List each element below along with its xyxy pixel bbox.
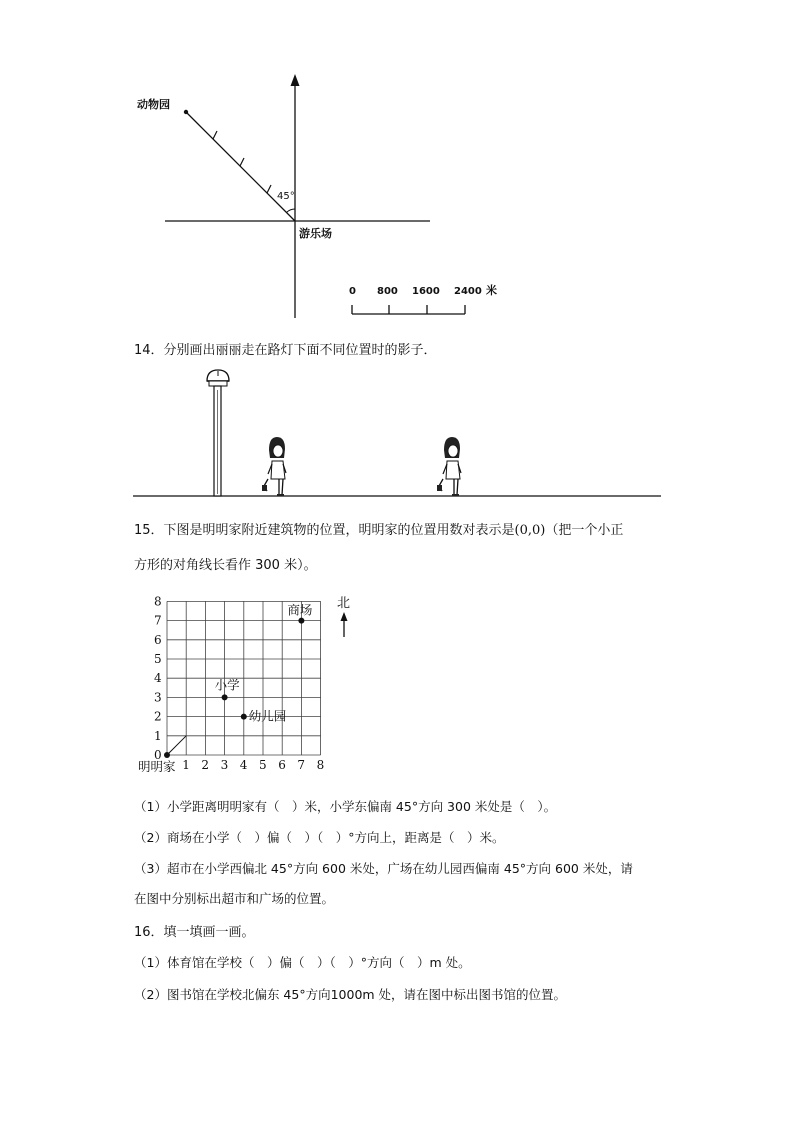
scale-tick-label: 2400 [454,286,482,297]
angle-arc [287,209,296,213]
scale-tick-label: 0 [349,286,356,297]
question-16-sub1: （1）体育馆在学校（ ）偏（ ）（ ）°方向（ ）m 处。 [134,955,471,970]
ray-tick [213,131,217,139]
location-label: 明明家 [138,759,176,774]
ray-tick [240,158,244,166]
question-15-line1: 15．下图是明明家附近建筑物的位置，明明家的位置用数对表示是(0,0)（把一个小正 [134,523,624,538]
zoo-point [184,110,188,114]
x-tick-label: 5 [259,758,267,772]
scale-bar [349,283,497,314]
street-lamp-icon [207,370,229,496]
scale-unit: 米 [486,284,497,297]
question-15-line2: 方形的对角线长看作 300 米）。 [134,558,317,573]
x-tick-label: 7 [297,758,306,772]
y-tick-label: 2 [154,709,162,724]
y-tick-label: 8 [154,594,162,609]
north-arrow-icon [341,612,348,621]
location-point [298,618,304,624]
y-tick-label: 0 [154,748,162,762]
girl-figure-icon [437,437,461,496]
north-arrow-icon [291,74,300,86]
scale-tick-label: 800 [377,286,398,297]
angle-label: 45° [277,191,295,202]
scale-tick-label: 1600 [412,286,440,297]
x-tick-label: 3 [220,758,229,772]
y-tick-label: 1 [154,728,162,743]
question-15-sub2: （2）商场在小学（ ）偏（ ）（ ）°方向上，距离是（ ）米。 [134,830,505,845]
location-point [164,752,170,758]
question-15-sub3-line2: 在图中分别标出超市和广场的位置。 [134,891,335,906]
location-point [222,694,228,700]
coordinate-pair: (0,0) [514,523,546,538]
question-15-sub1: （1）小学距离明明家有（ ）米，小学东偏南 45°方向 300 米处是（ ）。 [134,799,557,814]
north-label: 北 [337,596,351,611]
x-tick-label: 6 [278,758,286,772]
zoo-ray [186,112,295,221]
question-14-number: 14． [134,343,164,358]
question-16-sub2: （2）图书馆在学校北偏东 45°方向1000m 处，请在图中标出图书馆的位置。 [134,987,567,1002]
diagonal-segment [167,736,186,755]
y-tick-label: 7 [154,613,162,628]
y-tick-label: 3 [154,690,162,705]
ray-tick [267,185,271,193]
location-label: 商场 [287,602,313,618]
street-lamp-scene [0,360,794,510]
location-label: 小学 [214,677,240,693]
x-tick-label: 4 [239,758,248,772]
location-label: 幼儿园 [248,708,287,724]
question-14-text: 分别画出丽丽走在路灯下面不同位置时的影子． [163,343,437,358]
x-tick-label: 1 [182,758,190,772]
girl-figure-icon [262,437,286,496]
zoo-label: 动物园 [137,98,170,111]
y-tick-label: 4 [154,671,162,686]
direction-diagram [0,0,794,330]
question-14 [134,339,437,358]
question-15-sub3-line1: （3）超市在小学西偏北 45°方向 600 米处，广场在幼儿园西偏南 45°方向 600 米处，请 [134,861,633,876]
x-tick-label: 2 [201,758,210,772]
question-16-title: 16．填一填画一画。 [134,925,255,940]
coordinate-grid [130,585,370,780]
location-point [241,714,247,720]
x-tick-label: 8 [316,758,325,772]
park-label: 游乐场 [299,227,332,240]
y-tick-label: 6 [154,632,162,647]
y-tick-label: 5 [154,652,162,666]
